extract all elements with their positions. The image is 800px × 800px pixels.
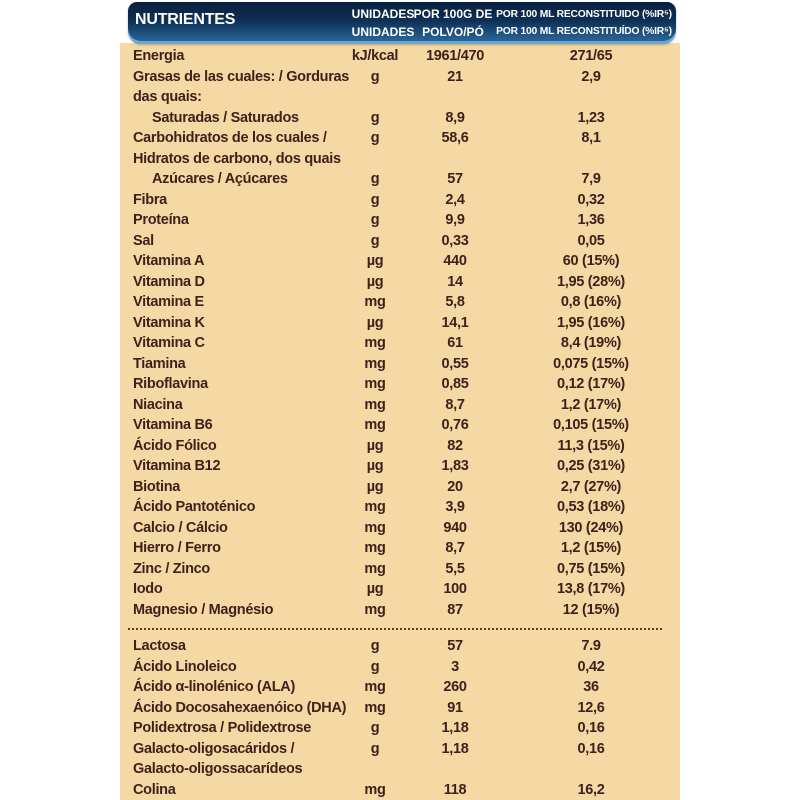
- nutrient-name-line1: Vitamina B6: [133, 417, 213, 433]
- per-100ml-cell: 12,6: [577, 699, 605, 716]
- nutrient-name-line1: Lactosa: [133, 638, 186, 654]
- per-100g-cell: 9,9: [445, 212, 465, 228]
- per-100ml-cell: 0,16: [577, 740, 605, 757]
- nutrient-table-body: [120, 43, 680, 800]
- table-row: [120, 677, 680, 698]
- per-100ml-cell: 0,12 (17%): [557, 376, 625, 392]
- table-row: [120, 497, 680, 518]
- table-row: [120, 395, 680, 416]
- table-row: [120, 657, 680, 678]
- table-row: [120, 313, 680, 334]
- per-100ml-cell: 8,1: [581, 130, 601, 146]
- nutrient-name-line1: Magnesio / Magnésio: [133, 601, 274, 618]
- table-row: [120, 698, 680, 719]
- header-per-100ml-line1: POR 100 ML RECONSTITUIDO (%IR⁵): [496, 9, 672, 20]
- nutrient-name-line1: Vitamina E: [133, 294, 204, 310]
- per-100ml-cell: 0,05: [577, 232, 605, 249]
- unit-cell: g: [370, 212, 380, 228]
- per-100g-cell: 100: [443, 581, 467, 597]
- table-row: [120, 538, 680, 559]
- per-100g-cell: 8,7: [445, 396, 465, 413]
- nutrient-name-line1: Polidextrosa / Polidextrose: [133, 720, 312, 736]
- header-per-100ml: [493, 7, 675, 40]
- table-row: [120, 739, 680, 780]
- unit-cell: mg: [364, 781, 386, 798]
- table-row: [120, 718, 680, 739]
- table-row: [120, 456, 680, 477]
- table-row: [120, 374, 680, 395]
- unit-cell: mg: [364, 540, 386, 556]
- nutrient-name-line1: Energia: [133, 48, 185, 64]
- unit-cell: g: [370, 232, 380, 249]
- table-row: [120, 436, 680, 457]
- table-row: [120, 354, 680, 375]
- per-100g-cell: 0,76: [441, 417, 469, 433]
- per-100g-cell: 20: [447, 478, 463, 495]
- nutrient-name-line1: Vitamina B12: [133, 458, 221, 474]
- nutrient-name-line1: Vitamina C: [133, 335, 205, 351]
- unit-cell: mg: [364, 355, 386, 372]
- nutrient-name-line1: Vitamina K: [133, 314, 205, 331]
- table-row: [120, 477, 680, 498]
- per-100ml-cell: 12 (15%): [562, 601, 620, 618]
- per-100g-cell: 91: [447, 699, 463, 716]
- per-100g-cell: 61: [447, 335, 463, 351]
- per-100g-cell: 57: [447, 171, 463, 187]
- unit-cell: g: [370, 191, 380, 208]
- table-row: [120, 780, 680, 800]
- table-row: [120, 169, 680, 190]
- nutrient-name-line1: Proteína: [133, 212, 189, 228]
- unit-cell: µg: [366, 478, 384, 495]
- per-100ml-cell: 7,9: [581, 171, 601, 187]
- per-100ml-cell: 2,9: [581, 68, 601, 85]
- header-per-100ml-line2: POR 100 ML RECONSTITUÍDO (%IR⁵): [496, 25, 672, 37]
- per-100ml-cell: 11,3 (15%): [557, 437, 625, 454]
- unit-cell: µg: [366, 314, 384, 331]
- per-100g-cell: 1961/470: [425, 48, 485, 64]
- per-100g-cell: 82: [447, 437, 463, 454]
- per-100g-cell: 260: [443, 679, 467, 695]
- per-100ml-cell: 7.9: [581, 638, 601, 654]
- per-100ml-cell: 1,36: [577, 212, 605, 228]
- per-100g-cell: 3,9: [445, 499, 465, 515]
- nutrient-name-line1: Saturadas / Saturados: [152, 109, 299, 126]
- nutrient-name-line1: Vitamina A: [133, 253, 205, 269]
- header-per-100g-line1: POR 100G DE: [413, 7, 493, 21]
- table-row: [120, 636, 680, 657]
- nutrient-name-line1: Ácido Pantoténico: [133, 499, 256, 515]
- unit-cell: µg: [366, 458, 384, 474]
- per-100ml-cell: 271/65: [569, 48, 613, 64]
- nutrient-name-line1: Riboflavina: [133, 376, 208, 392]
- unit-cell: g: [370, 130, 380, 146]
- per-100ml-cell: 2,7 (27%): [560, 478, 622, 495]
- unit-cell: g: [370, 720, 380, 736]
- per-100g-cell: 1,83: [441, 458, 469, 474]
- per-100g-cell: 8,7: [445, 540, 465, 556]
- per-100ml-cell: 0,32: [577, 191, 605, 208]
- per-100g-cell: 14: [447, 273, 463, 290]
- nutrient-name-line1: Carbohidratos de los cuales /: [133, 130, 327, 146]
- per-100ml-cell: 16,2: [577, 781, 605, 798]
- unit-cell: mg: [364, 601, 386, 618]
- unit-cell: g: [370, 171, 380, 187]
- unit-cell: mg: [364, 376, 386, 392]
- per-100ml-cell: 0,42: [577, 658, 605, 675]
- nutrient-name-line1: Ácido α-linolénico (ALA): [133, 679, 296, 695]
- table-row: [120, 210, 680, 231]
- per-100ml-cell: 13,8 (17%): [557, 581, 625, 597]
- table-row: [120, 579, 680, 600]
- header-per-100g-line2: POLVO/PÓ: [422, 24, 484, 39]
- per-100ml-cell: 1,23: [577, 109, 605, 126]
- table-row: [120, 46, 680, 67]
- unit-cell: mg: [364, 499, 386, 515]
- section-divider: [128, 628, 662, 630]
- unit-cell: mg: [364, 560, 386, 577]
- unit-cell: g: [370, 740, 380, 757]
- unit-cell: kJ/kcal: [351, 48, 399, 64]
- per-100g-cell: 5,8: [445, 294, 465, 310]
- per-100g-cell: 1,18: [441, 740, 469, 757]
- table-row: [120, 333, 680, 354]
- nutrient-name-line1: Tiamina: [133, 355, 186, 372]
- per-100g-cell: 440: [443, 253, 467, 269]
- per-100g-cell: 0,85: [441, 376, 469, 392]
- table-row: [120, 128, 680, 169]
- per-100g-cell: 8,9: [445, 109, 465, 126]
- nutrient-name-line2: Galacto-oligossacarídeos: [133, 761, 303, 777]
- per-100g-cell: 2,4: [445, 191, 465, 208]
- per-100ml-cell: 0,25 (31%): [557, 458, 625, 474]
- table-row: [120, 600, 680, 621]
- unit-cell: mg: [364, 679, 386, 695]
- table-row: [120, 251, 680, 272]
- per-100ml-cell: 36: [583, 679, 599, 695]
- nutrient-name-line1: Niacina: [133, 396, 183, 413]
- unit-cell: mg: [364, 417, 386, 433]
- per-100ml-cell: 0,8 (16%): [560, 294, 622, 310]
- nutrient-name-line1: Azúcares / Açúcares: [152, 171, 288, 187]
- per-100ml-cell: 1,95 (28%): [557, 273, 625, 290]
- nutrient-name-line1: Ácido Fólico: [133, 437, 217, 454]
- per-100g-cell: 0,33: [441, 232, 469, 249]
- per-100ml-cell: 0,105 (15%): [553, 417, 629, 433]
- unit-cell: g: [370, 638, 380, 654]
- nutrient-name-line1: Ácido Linoleico: [133, 658, 237, 675]
- unit-cell: µg: [366, 437, 384, 454]
- header-per-100g: [403, 6, 503, 41]
- per-100g-cell: 21: [447, 68, 463, 85]
- header-units-line1: UNIDADES: [351, 7, 415, 21]
- table-row: [120, 108, 680, 129]
- nutrient-name-line1: Calcio / Cálcio: [133, 519, 228, 536]
- table-row: [120, 292, 680, 313]
- per-100ml-cell: 0,075 (15%): [553, 355, 629, 372]
- nutrition-panel: [120, 43, 680, 800]
- per-100g-cell: 58,6: [441, 130, 469, 146]
- unit-cell: mg: [364, 294, 386, 310]
- nutrient-name-line1: Galacto-oligosacáridos /: [133, 740, 295, 757]
- per-100g-cell: 1,18: [441, 720, 469, 736]
- per-100ml-cell: 130 (24%): [558, 519, 624, 536]
- table-header-band: [128, 2, 676, 44]
- table-row: [120, 272, 680, 293]
- nutrient-name-line1: Hierro / Ferro: [133, 540, 221, 556]
- per-100ml-cell: 0,53 (18%): [557, 499, 625, 515]
- unit-cell: g: [370, 109, 380, 126]
- nutrient-name-line2: Hidratos de carbono, dos quais: [133, 150, 341, 167]
- per-100ml-cell: 8,4 (19%): [560, 335, 622, 351]
- nutrient-name-line1: Biotina: [133, 478, 181, 495]
- per-100ml-cell: 0,16: [577, 720, 605, 736]
- per-100g-cell: 87: [447, 601, 463, 618]
- table-row: [120, 559, 680, 580]
- unit-cell: µg: [366, 273, 384, 290]
- per-100g-cell: 57: [447, 638, 463, 654]
- per-100g-cell: 3: [451, 658, 459, 675]
- per-100ml-cell: 1,2 (17%): [560, 396, 622, 413]
- unit-cell: µg: [366, 581, 384, 597]
- table-row: [120, 67, 680, 108]
- nutrient-name-line1: Vitamina D: [133, 273, 205, 290]
- table-row: [120, 231, 680, 252]
- table-row: [120, 190, 680, 211]
- per-100ml-cell: 1,95 (16%): [557, 314, 625, 331]
- per-100ml-cell: 0,75 (15%): [557, 560, 625, 577]
- nutrient-name-line1: Iodo: [133, 581, 163, 597]
- per-100g-cell: 5,5: [445, 560, 465, 577]
- unit-cell: mg: [364, 396, 386, 413]
- unit-cell: g: [370, 658, 380, 675]
- nutrient-name-line1: Zinc / Zinco: [133, 560, 210, 577]
- header-units-line2: UNIDADES: [351, 24, 415, 39]
- per-100ml-cell: 1,2 (15%): [560, 540, 622, 556]
- unit-cell: mg: [364, 519, 386, 536]
- header-nutrients: NUTRIENTES: [135, 11, 236, 28]
- nutrient-name-line1: Fibra: [133, 191, 167, 208]
- unit-cell: mg: [364, 699, 386, 716]
- unit-cell: g: [370, 68, 380, 85]
- table-row: [120, 518, 680, 539]
- table-row: [120, 415, 680, 436]
- per-100g-cell: 118: [443, 781, 467, 798]
- unit-cell: µg: [366, 253, 384, 269]
- nutrient-name-line1: Sal: [133, 232, 154, 249]
- per-100ml-cell: 60 (15%): [562, 253, 620, 269]
- nutrient-name-line1: Ácido Docosahexaenóico (DHA): [133, 699, 347, 716]
- nutrient-name-line2: das quais:: [133, 89, 202, 105]
- nutrient-name-line1: Colina: [133, 781, 176, 798]
- unit-cell: mg: [364, 335, 386, 351]
- per-100g-cell: 14,1: [441, 314, 469, 331]
- per-100g-cell: 0,55: [441, 355, 469, 372]
- per-100g-cell: 940: [443, 519, 467, 536]
- nutrient-name-line1: Grasas de las cuales: / Gorduras: [133, 68, 350, 85]
